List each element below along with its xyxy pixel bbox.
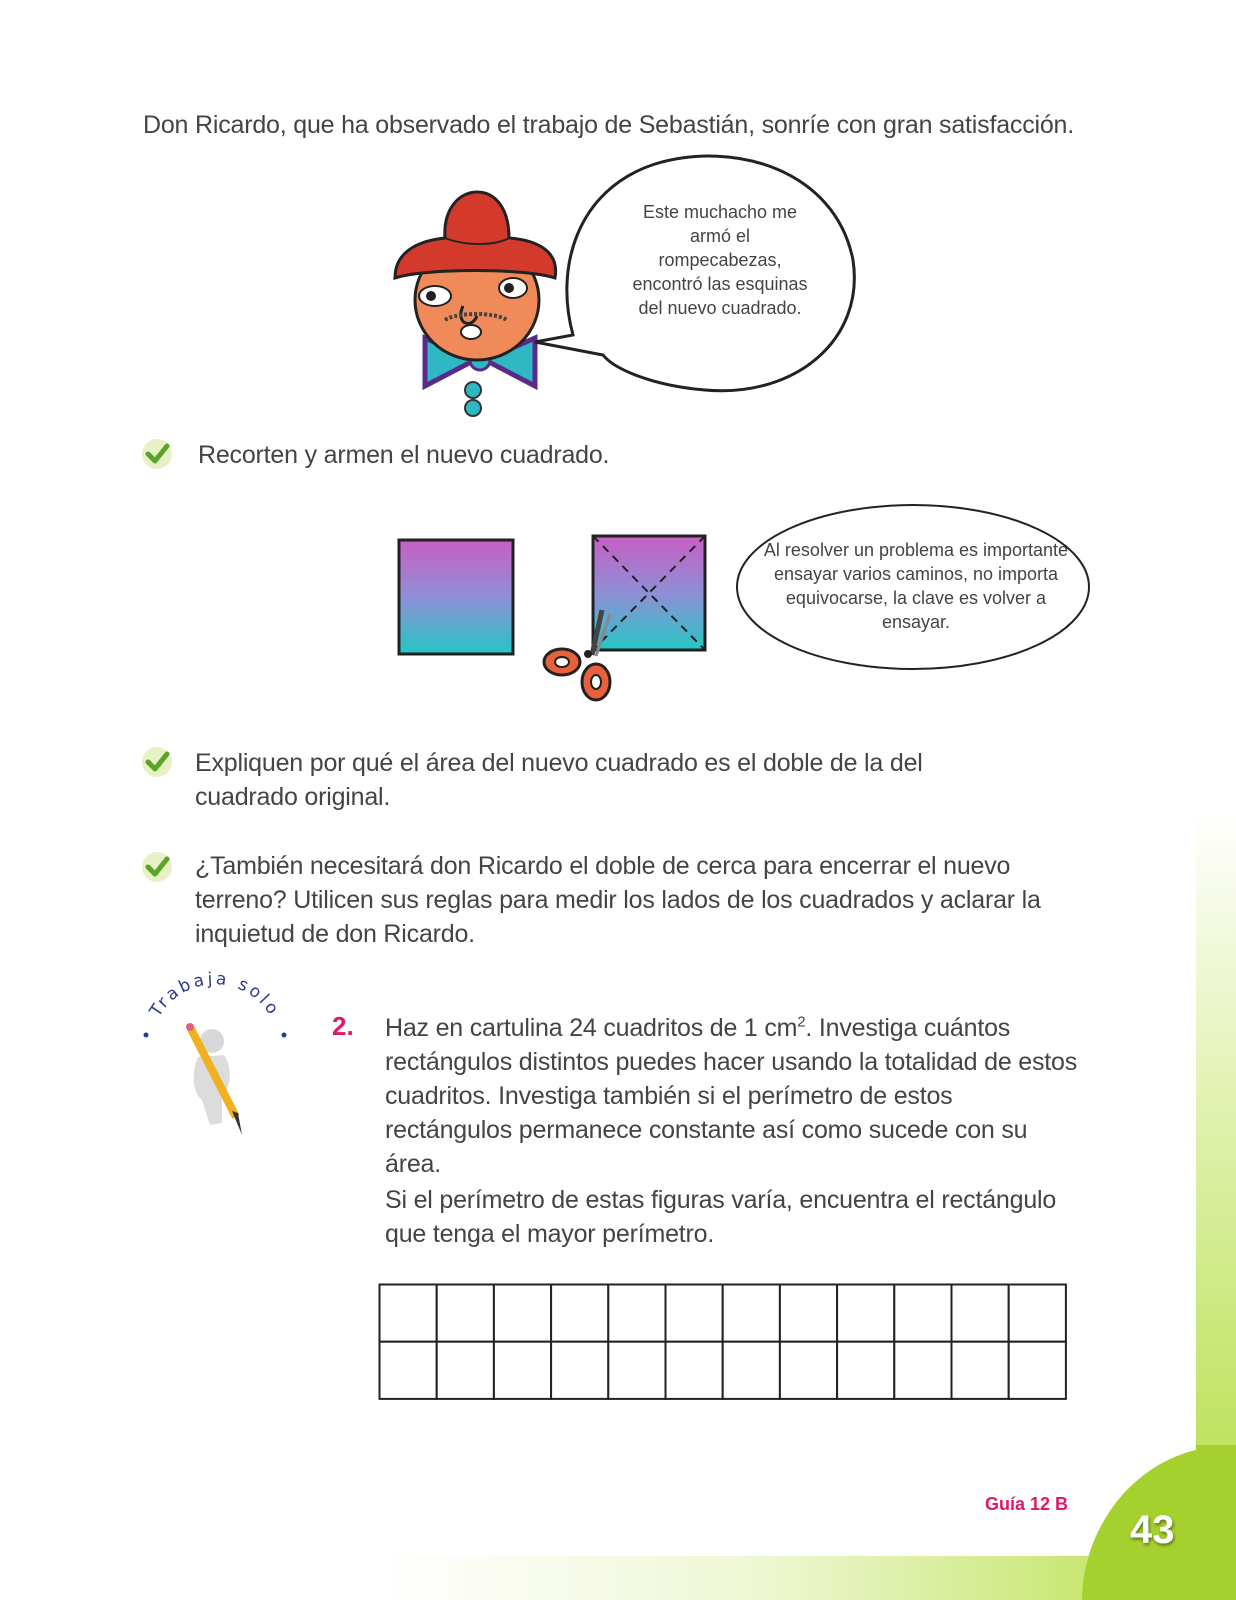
grid-cell [437, 1342, 494, 1399]
grid-cell [1009, 1285, 1066, 1342]
grid-cell [666, 1285, 723, 1342]
exercise-2-number: 2. [332, 1011, 354, 1041]
checkmark-icon [140, 850, 174, 884]
svg-text:Trabaja solo [145, 969, 284, 1021]
grid-cell [837, 1342, 894, 1399]
grid-cell [666, 1342, 723, 1399]
intro-paragraph: Don Ricardo, que ha observado el trabajo de Sebastián, sonríe con gran satisfacción. [143, 111, 1075, 139]
grid-cell [723, 1285, 780, 1342]
grid-cell [837, 1285, 894, 1342]
grid-cell [952, 1342, 1009, 1399]
page-number: 43 [1130, 1508, 1175, 1552]
exercise-2-paragraph-2: Si el perímetro de estas figuras varía, encuentra el rectángulo que tenga el mayor perímetro. [385, 1186, 1057, 1248]
grid-cell [380, 1285, 437, 1342]
grid-cell [494, 1342, 551, 1399]
exercise-2-text [385, 1011, 1085, 1181]
exercise-2-text-part-1: Haz en cartulina 24 cuadritos de 1 cm [385, 1014, 798, 1042]
grid-cell [380, 1342, 437, 1399]
pencil-figure-icon [180, 1025, 260, 1145]
grid-cell [608, 1285, 665, 1342]
grid-cell [780, 1342, 837, 1399]
exercise-2-text-part-2: . Investiga cuántos rectángulos distintos puedes hacer usando la totalidad de estos cuadritos. Investiga también si el perímetro de estos rectángulos permanece constante así como sucede con su área. [385, 1014, 1078, 1178]
grid-cell [894, 1342, 951, 1399]
exercise-2-superscript: 2 [797, 1013, 806, 1031]
checkmark-icon [140, 437, 174, 471]
grid-cell [494, 1285, 551, 1342]
instruction-cut-assemble: Recorten y armen el nuevo cuadrado. [198, 441, 610, 469]
checkmark-icon [140, 745, 174, 779]
grid-cell [608, 1342, 665, 1399]
square-grid [378, 1283, 1068, 1399]
instruction-perimeter-question: ¿También necesitará don Ricardo el doble de cerca para encerrar el nuevo terreno? Utilicen sus reglas para medir los lados de los cuadrados y aclarar la inquietud de don Ricardo. [195, 852, 1041, 948]
grid-cell [1009, 1342, 1066, 1399]
speech-bubble-1-text: Este muchacho me armó el rompecabezas, encontró las esquinas del nuevo cuadrado. [632, 202, 808, 318]
instruction-explain-area: Expliquen por qué el área del nuevo cuadrado es el doble de la del cuadrado original. [195, 749, 923, 811]
scissors-icon [540, 610, 630, 710]
grid-cell [551, 1342, 608, 1399]
speech-bubble-2-text: Al resolver un problema es importante ensayar varios caminos, no importa equivocarse, la clave es volver a ensayar. [763, 540, 1069, 632]
grid-cell [780, 1285, 837, 1342]
grid-cell [723, 1342, 780, 1399]
guide-label: Guía 12 B [985, 1494, 1069, 1514]
grid-cell [437, 1285, 494, 1342]
grid-cell [952, 1285, 1009, 1342]
grid-cell [894, 1285, 951, 1342]
grid-cell [551, 1285, 608, 1342]
work-alone-label: Trabaja solo [145, 969, 285, 1021]
